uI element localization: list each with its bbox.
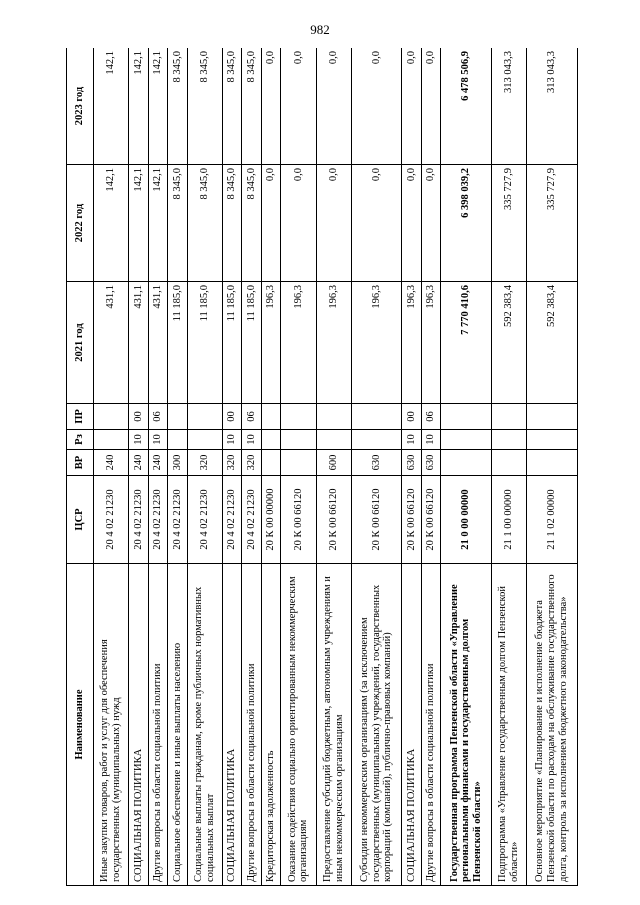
cell-vr: 630 bbox=[351, 450, 402, 476]
cell-rz bbox=[492, 430, 527, 450]
cell-2023: 313 043,3 bbox=[492, 48, 527, 165]
cell-name: СОЦИАЛЬНАЯ ПОЛИТИКА bbox=[129, 564, 149, 886]
cell-2023: 0,0 bbox=[261, 48, 281, 165]
cell-2022: 0,0 bbox=[402, 165, 422, 282]
table-row bbox=[281, 48, 316, 886]
cell-2023: 0,0 bbox=[351, 48, 402, 165]
cell-2023: 8 345,0 bbox=[242, 48, 262, 165]
cell-2023: 142,1 bbox=[94, 48, 129, 165]
rotated-table-area bbox=[66, 48, 578, 886]
header-csr: ЦСР bbox=[67, 476, 94, 564]
table-row bbox=[261, 48, 281, 886]
table-row bbox=[242, 48, 262, 886]
cell-rz bbox=[94, 430, 129, 450]
cell-name: Подпрограмма «Управление государственным долгом Пензенской области» bbox=[492, 564, 527, 886]
cell-rz: 10 bbox=[222, 430, 242, 450]
cell-vr: 320 bbox=[222, 450, 242, 476]
cell-vr: 240 bbox=[129, 450, 149, 476]
header-name: Наименование bbox=[67, 564, 94, 886]
cell-2022: 142,1 bbox=[148, 165, 168, 282]
cell-2021: 11 185,0 bbox=[168, 282, 188, 404]
cell-rz: 10 bbox=[402, 430, 422, 450]
rotated-table-frame bbox=[66, 48, 578, 886]
cell-2022: 0,0 bbox=[351, 165, 402, 282]
cell-2022: 335 727,9 bbox=[527, 165, 578, 282]
cell-vr: 630 bbox=[421, 450, 441, 476]
table-header-row bbox=[67, 48, 94, 886]
cell-csr: 20 К 00 66120 bbox=[351, 476, 402, 564]
cell-pr: 06 bbox=[242, 404, 262, 430]
cell-pr: 06 bbox=[148, 404, 168, 430]
cell-2022: 142,1 bbox=[94, 165, 129, 282]
cell-name: Субсидии некоммерческим организациям (за исключением государственных (муниципальных) учреждений, государственных корпораций (компаний), публично-правовых компаний) bbox=[351, 564, 402, 886]
cell-2021: 431,1 bbox=[129, 282, 149, 404]
header-pr: ПР bbox=[67, 404, 94, 430]
table-row bbox=[441, 48, 492, 886]
cell-2021: 196,3 bbox=[281, 282, 316, 404]
header-vr: ВР bbox=[67, 450, 94, 476]
cell-pr: 06 bbox=[421, 404, 441, 430]
cell-name: Оказание содействия социально ориентированным некоммерческим организациям bbox=[281, 564, 316, 886]
cell-pr: 00 bbox=[129, 404, 149, 430]
table-row bbox=[316, 48, 351, 886]
cell-2023: 0,0 bbox=[281, 48, 316, 165]
table-row bbox=[168, 48, 188, 886]
header-rz: Рз bbox=[67, 430, 94, 450]
cell-2022: 8 345,0 bbox=[187, 165, 222, 282]
cell-rz bbox=[351, 430, 402, 450]
cell-2021: 7 770 410,6 bbox=[441, 282, 492, 404]
cell-rz bbox=[441, 430, 492, 450]
table-row bbox=[94, 48, 129, 886]
cell-pr bbox=[261, 404, 281, 430]
cell-2022: 0,0 bbox=[316, 165, 351, 282]
cell-name: Иные закупки товаров, работ и услуг для обеспечения государственных (муниципальных) нужд bbox=[94, 564, 129, 886]
cell-pr bbox=[492, 404, 527, 430]
cell-rz: 10 bbox=[129, 430, 149, 450]
cell-2022: 142,1 bbox=[129, 165, 149, 282]
cell-rz: 10 bbox=[242, 430, 262, 450]
cell-rz bbox=[168, 430, 188, 450]
cell-csr: 21 0 00 00000 bbox=[441, 476, 492, 564]
cell-2023: 142,1 bbox=[148, 48, 168, 165]
cell-csr: 20 4 02 21230 bbox=[148, 476, 168, 564]
table-row bbox=[492, 48, 527, 886]
cell-2021: 196,3 bbox=[261, 282, 281, 404]
cell-csr: 20 К 00 66120 bbox=[402, 476, 422, 564]
cell-2021: 196,3 bbox=[421, 282, 441, 404]
cell-name: Другие вопросы в области социальной политики bbox=[421, 564, 441, 886]
cell-pr bbox=[351, 404, 402, 430]
cell-vr bbox=[281, 450, 316, 476]
cell-2023: 0,0 bbox=[402, 48, 422, 165]
cell-rz: 10 bbox=[148, 430, 168, 450]
cell-2023: 313 043,3 bbox=[527, 48, 578, 165]
cell-name: Основное мероприятие «Планирование и исполнение бюджета Пензенской области по расходам на обслуживание государственного долга, контроль за исполнением бюджетного законодательства» bbox=[527, 564, 578, 886]
cell-2021: 431,1 bbox=[148, 282, 168, 404]
table-row bbox=[402, 48, 422, 886]
cell-name: Кредиторская задолженность bbox=[261, 564, 281, 886]
page-number: 982 bbox=[310, 22, 330, 37]
cell-vr: 320 bbox=[187, 450, 222, 476]
table-row bbox=[187, 48, 222, 886]
cell-pr bbox=[281, 404, 316, 430]
cell-rz bbox=[281, 430, 316, 450]
cell-csr: 20 4 02 21230 bbox=[187, 476, 222, 564]
cell-2023: 0,0 bbox=[316, 48, 351, 165]
table-row bbox=[148, 48, 168, 886]
header-2021: 2021 год bbox=[67, 282, 94, 404]
cell-2021: 196,3 bbox=[351, 282, 402, 404]
cell-csr: 20 4 02 21230 bbox=[222, 476, 242, 564]
cell-csr: 21 1 00 00000 bbox=[492, 476, 527, 564]
cell-csr: 20 К 00 66120 bbox=[281, 476, 316, 564]
cell-vr: 240 bbox=[148, 450, 168, 476]
cell-csr: 20 4 02 21230 bbox=[168, 476, 188, 564]
table-row bbox=[527, 48, 578, 886]
cell-csr: 20 К 00 00000 bbox=[261, 476, 281, 564]
cell-pr bbox=[187, 404, 222, 430]
table-row bbox=[351, 48, 402, 886]
cell-2023: 8 345,0 bbox=[187, 48, 222, 165]
cell-2022: 6 398 039,2 bbox=[441, 165, 492, 282]
cell-2022: 8 345,0 bbox=[168, 165, 188, 282]
cell-vr bbox=[492, 450, 527, 476]
cell-2021: 196,3 bbox=[402, 282, 422, 404]
budget-table bbox=[66, 48, 578, 886]
cell-2023: 0,0 bbox=[421, 48, 441, 165]
cell-2022: 335 727,9 bbox=[492, 165, 527, 282]
cell-2022: 0,0 bbox=[281, 165, 316, 282]
cell-2022: 0,0 bbox=[421, 165, 441, 282]
cell-vr: 600 bbox=[316, 450, 351, 476]
cell-pr: 00 bbox=[222, 404, 242, 430]
cell-pr bbox=[441, 404, 492, 430]
cell-2023: 8 345,0 bbox=[168, 48, 188, 165]
cell-2021: 11 185,0 bbox=[187, 282, 222, 404]
cell-csr: 21 1 02 00000 bbox=[527, 476, 578, 564]
cell-vr: 320 bbox=[242, 450, 262, 476]
cell-name: Другие вопросы в области социальной политики bbox=[242, 564, 262, 886]
cell-name: СОЦИАЛЬНАЯ ПОЛИТИКА bbox=[222, 564, 242, 886]
cell-vr bbox=[527, 450, 578, 476]
cell-2022: 0,0 bbox=[261, 165, 281, 282]
cell-2021: 431,1 bbox=[94, 282, 129, 404]
cell-rz bbox=[527, 430, 578, 450]
cell-name: Другие вопросы в области социальной политики bbox=[148, 564, 168, 886]
cell-rz bbox=[316, 430, 351, 450]
cell-2021: 11 185,0 bbox=[242, 282, 262, 404]
cell-csr: 20 4 02 21230 bbox=[94, 476, 129, 564]
cell-name: Предоставление субсидий бюджетным, автономным учреждениям и иным некоммерческим организациям bbox=[316, 564, 351, 886]
cell-csr: 20 4 02 21230 bbox=[129, 476, 149, 564]
table-row bbox=[222, 48, 242, 886]
cell-name: Социальное обеспечение и иные выплаты населению bbox=[168, 564, 188, 886]
cell-csr: 20 К 00 66120 bbox=[421, 476, 441, 564]
table-row bbox=[129, 48, 149, 886]
cell-vr: 630 bbox=[402, 450, 422, 476]
cell-pr bbox=[316, 404, 351, 430]
cell-2021: 592 383,4 bbox=[492, 282, 527, 404]
cell-2022: 8 345,0 bbox=[242, 165, 262, 282]
cell-pr bbox=[94, 404, 129, 430]
cell-pr: 00 bbox=[402, 404, 422, 430]
cell-name: Государственная программа Пензенской области «Управление региональными финансами и государственным долгом Пензенской области» bbox=[441, 564, 492, 886]
cell-vr: 300 bbox=[168, 450, 188, 476]
cell-rz bbox=[261, 430, 281, 450]
header-2022: 2022 год bbox=[67, 165, 94, 282]
header-2023: 2023 год bbox=[67, 48, 94, 165]
cell-vr: 240 bbox=[94, 450, 129, 476]
cell-2021: 592 383,4 bbox=[527, 282, 578, 404]
cell-vr bbox=[261, 450, 281, 476]
cell-2023: 6 478 506,9 bbox=[441, 48, 492, 165]
cell-rz bbox=[187, 430, 222, 450]
cell-2023: 142,1 bbox=[129, 48, 149, 165]
cell-name: СОЦИАЛЬНАЯ ПОЛИТИКА bbox=[402, 564, 422, 886]
cell-2021: 196,3 bbox=[316, 282, 351, 404]
cell-rz: 10 bbox=[421, 430, 441, 450]
cell-name: Социальные выплаты гражданам, кроме публичных нормативных социальных выплат bbox=[187, 564, 222, 886]
cell-csr: 20 К 00 66120 bbox=[316, 476, 351, 564]
cell-pr bbox=[168, 404, 188, 430]
cell-pr bbox=[527, 404, 578, 430]
cell-vr bbox=[441, 450, 492, 476]
cell-csr: 20 4 02 21230 bbox=[242, 476, 262, 564]
cell-2021: 11 185,0 bbox=[222, 282, 242, 404]
cell-2023: 8 345,0 bbox=[222, 48, 242, 165]
cell-2022: 8 345,0 bbox=[222, 165, 242, 282]
table-body bbox=[94, 48, 578, 886]
table-row bbox=[421, 48, 441, 886]
